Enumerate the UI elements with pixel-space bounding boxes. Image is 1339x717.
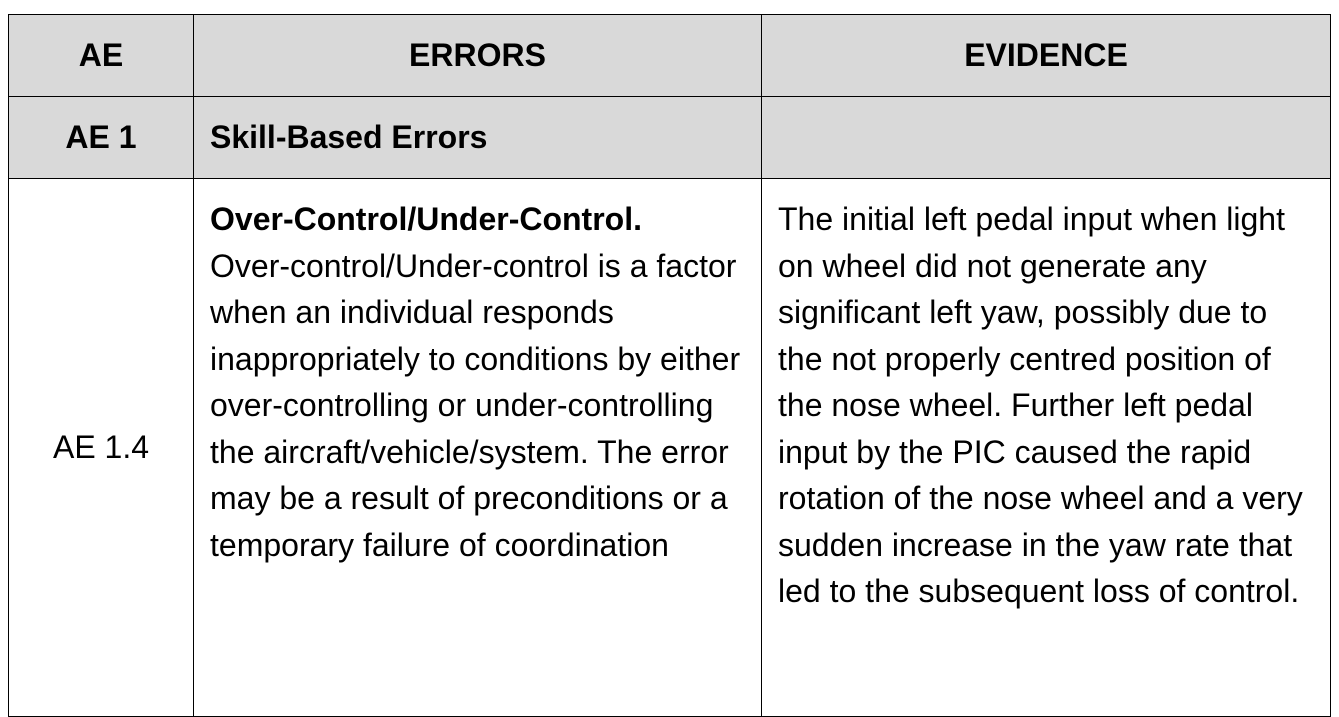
error-cell — [194, 179, 762, 717]
header-errors: ERRORS — [194, 15, 762, 97]
table-row — [9, 179, 1331, 717]
section-row — [9, 97, 1331, 179]
error-title: Over-Control/Under-Control. — [210, 201, 642, 237]
section-title: Skill-Based Errors — [194, 97, 762, 179]
error-description: Over-control/Under-control is a factor when an individual responds inappropriately to conditions by either over-controlling or under-controlling the aircraft/vehicle/system. The error may be a result of preconditions or a temporary failure of coordination — [210, 247, 741, 563]
header-evidence: EVIDENCE — [762, 15, 1331, 97]
header-ae: AE — [9, 15, 194, 97]
section-evidence — [762, 97, 1331, 179]
evidence-cell: The initial left pedal input when light on wheel did not generate any significant left yaw, possibly due to the not properly centred position of the nose wheel. Further left pedal input by the PIC caused the rapid rotation of the nose wheel and a very sudden increase in the yaw rate that led to the subsequent loss of control. — [762, 179, 1331, 717]
section-id: AE 1 — [9, 97, 194, 179]
header-row — [9, 15, 1331, 97]
hfacs-table — [8, 14, 1331, 717]
row-id: AE 1.4 — [9, 179, 194, 717]
